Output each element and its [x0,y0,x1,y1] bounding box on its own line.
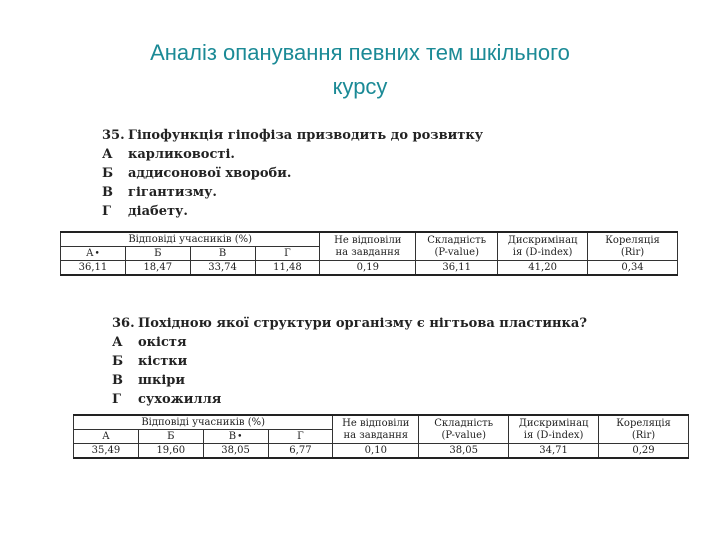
option-letter: Б [102,166,114,181]
discrimination-header: Дискримінац ія (D-index) [498,232,588,261]
table-header-row [61,232,678,247]
no-answer-header: Не відповіли на завдання [320,232,416,261]
option-a [102,145,483,164]
discrimination-value: 41,20 [498,261,588,276]
answer-value: 38,05 [203,444,268,459]
answer-value: 19,60 [138,444,203,459]
question-35-stem [102,126,483,145]
answer-value: 35,49 [74,444,139,459]
answers-header: Відповіді учасників (%) [61,232,320,247]
option-letter-cell: Г [255,247,320,261]
option-letter: Г [102,204,111,219]
option-v [102,183,483,202]
question-number: 35. [102,128,125,143]
option-letter: В [112,373,123,388]
option-letter: А [112,335,123,350]
option-letter-cell: Г [268,430,333,444]
option-text: окістя [138,335,187,350]
question-35-stats-table [60,231,678,276]
difficulty-header: Складність (P-value) [419,415,509,444]
discrimination-value: 34,71 [509,444,599,459]
option-letter-cell: В [190,247,255,261]
option-a [112,333,587,352]
answer-value: 11,48 [255,261,320,276]
table-values-row [61,261,678,276]
option-letter-cell: Б [138,430,203,444]
answer-value: 33,74 [190,261,255,276]
question-text: Похідною якої структури організму є нігтьова пластинка? [138,316,587,331]
correct-answer-marker: • [237,431,243,442]
option-letter: Б [112,354,124,369]
option-letter: А [102,147,113,162]
question-35 [102,126,483,221]
slide-title [30,36,690,104]
correlation-header: Кореляція (Rir) [588,232,678,261]
option-text: сухожилля [138,392,222,407]
slide-title-line-1: Аналіз опанування певних тем шкільного [150,40,570,65]
option-letter-cell: В• [203,430,268,444]
option-text: аддисонової хвороби. [128,166,292,181]
slide-title-line-2: курсу [332,74,388,99]
no-answer-value: 0,10 [333,444,419,459]
table-header-row [74,415,689,430]
table-values-row [74,444,689,459]
difficulty-header: Складність (P-value) [416,232,498,261]
option-letter: Г [112,392,121,407]
no-answer-value: 0,19 [320,261,416,276]
answers-header: Відповіді учасників (%) [74,415,333,430]
difficulty-value: 36,11 [416,261,498,276]
option-letter-cell: А• [61,247,126,261]
no-answer-header: Не відповіли на завдання [333,415,419,444]
option-text: діабету. [128,204,188,219]
correlation-header: Кореляція (Rir) [599,415,689,444]
question-36 [112,314,587,409]
option-text: карликовості. [128,147,235,162]
option-text: гігантизму. [128,185,217,200]
question-36-stem [112,314,587,333]
option-v [112,371,587,390]
option-letter-cell: Б [125,247,190,261]
question-text: Гіпофункція гіпофіза призводить до розвитку [128,128,484,143]
option-b [102,164,483,183]
answer-value: 18,47 [125,261,190,276]
option-text: шкіри [138,373,186,388]
answer-value: 6,77 [268,444,333,459]
answer-value: 36,11 [61,261,126,276]
option-b [112,352,587,371]
option-letter: В [102,185,113,200]
question-number: 36. [112,316,135,331]
option-letter-cell: А [74,430,139,444]
question-36-stats-table [73,414,689,459]
difficulty-value: 38,05 [419,444,509,459]
option-text: кістки [138,354,188,369]
option-h [102,202,483,221]
correct-answer-marker: • [94,248,100,259]
option-h [112,390,587,409]
discrimination-header: Дискримінац ія (D-index) [509,415,599,444]
correlation-value: 0,34 [588,261,678,276]
correlation-value: 0,29 [599,444,689,459]
